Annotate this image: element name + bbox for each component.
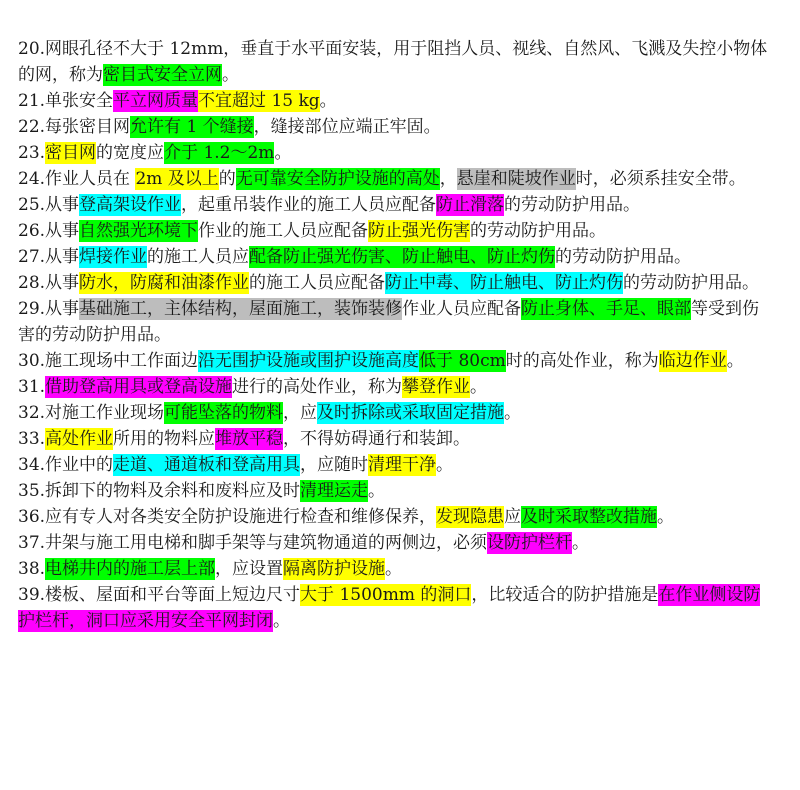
highlighted-text: 焊接作业: [79, 247, 148, 267]
body-text: 23.: [18, 143, 46, 163]
body-text: 35.拆卸下的物料及余料和废料应及时: [18, 481, 301, 501]
highlighted-text: 走道、通道板和登高用具: [113, 455, 301, 475]
list-item-27: [18, 244, 774, 270]
highlighted-text: 防止强光伤害: [368, 221, 471, 241]
highlighted-text: 防止中毒、防止触电、防止灼伤: [385, 273, 624, 293]
list-item-28: [18, 270, 774, 296]
list-item-33: [18, 426, 774, 452]
highlighted-text: 大于 1500mm 的洞口: [300, 585, 472, 605]
list-item-24: [18, 166, 774, 192]
body-text: 20.网眼孔径不大于 12mm，垂直于水平面安装，用于阻挡人员、视线、自然风、飞溅及失控小物体的网，称为: [18, 39, 768, 85]
highlighted-text: 悬崖和陡坡作业: [456, 169, 576, 189]
list-item-39: [18, 582, 774, 634]
document-body: [18, 36, 774, 634]
highlighted-text: 及时拆除或采取固定措施: [317, 403, 505, 423]
body-text: 36.应有专人对各类安全防护设施进行检查和维修保养，: [18, 507, 437, 527]
highlighted-text: 高处作业: [45, 429, 114, 449]
body-text: 。: [368, 481, 386, 501]
list-item-20: [18, 36, 774, 88]
body-text: 31.: [18, 377, 46, 397]
highlighted-text: 允许有 1 个缝接: [130, 117, 254, 137]
body-text: 39.楼板、屋面和平台等面上短边尺寸: [18, 585, 301, 605]
highlighted-text: 发现隐患: [436, 507, 505, 527]
list-item-38: [18, 556, 774, 582]
list-item-32: [18, 400, 774, 426]
body-text: 27.从事: [18, 247, 80, 267]
list-item-23: [18, 140, 774, 166]
body-text: 的劳动防护用品。: [623, 273, 760, 293]
highlighted-text: 配备防止强光伤害、防止触电、防止灼伤: [249, 247, 556, 267]
body-text: 。: [385, 559, 403, 579]
body-text: ，比较适合的防护措施是: [471, 585, 659, 605]
body-text: ，应: [283, 403, 318, 423]
highlighted-text: 无可靠安全防护设施的高处: [235, 169, 440, 189]
body-text: 30.施工现场中工作面边: [18, 351, 199, 371]
body-text: 24.作业人员在: [18, 169, 136, 189]
body-text: 作业人员应配备: [402, 299, 522, 319]
highlighted-text: 防水，防腐和油漆作业: [79, 273, 250, 293]
highlighted-text: 密目网: [45, 143, 97, 163]
list-item-30: [18, 348, 774, 374]
body-text: 作业的施工人员应配备: [198, 221, 369, 241]
body-text: 。: [319, 91, 337, 111]
highlighted-text: 电梯井内的施工层上部: [45, 559, 216, 579]
body-text: 的劳动防护用品。: [470, 221, 607, 241]
body-text: ，应随时: [300, 455, 369, 475]
highlighted-text: 介于 1.2～2m: [164, 143, 275, 163]
highlighted-text: 清理干净: [368, 455, 437, 475]
body-text: 等受到伤害的劳动防护用品。: [18, 299, 760, 345]
highlighted-text: 密目式安全立网: [103, 65, 222, 85]
body-text: ，应设置: [215, 559, 284, 579]
body-text: 。: [274, 143, 292, 163]
list-item-37: [18, 530, 774, 556]
list-item-36: [18, 504, 774, 530]
list-item-21: [18, 88, 774, 114]
list-item-26: [18, 218, 774, 244]
body-text: 29.从事: [18, 299, 80, 319]
body-text: 所用的物料应: [113, 429, 216, 449]
body-text: 的劳动防护用品。: [504, 195, 641, 215]
body-text: 。: [470, 377, 488, 397]
body-text: 。: [436, 455, 454, 475]
list-item-25: [18, 192, 774, 218]
body-text: 。: [504, 403, 522, 423]
body-text: 应: [504, 507, 522, 527]
body-text: 。: [273, 611, 290, 631]
body-text: 的劳动防护用品。: [555, 247, 692, 267]
highlighted-text: 防止滑落: [436, 195, 505, 215]
highlighted-text: 设防护栏杆: [487, 533, 573, 553]
body-text: 时的高处作业，称为: [505, 351, 659, 371]
body-text: 进行的高处作业，称为: [232, 377, 403, 397]
highlighted-text: 及时采取整改措施: [521, 507, 658, 527]
body-text: 的施工人员应配备: [249, 273, 386, 293]
body-text: ，: [439, 169, 457, 189]
body-text: 33.: [18, 429, 46, 449]
body-text: 22.每张密目网: [18, 117, 131, 137]
highlighted-text: 登高架设作业: [79, 195, 182, 215]
body-text: 的: [218, 169, 236, 189]
list-item-34: [18, 452, 774, 478]
body-text: 28.从事: [18, 273, 80, 293]
list-item-22: [18, 114, 774, 140]
highlighted-text: 在作业侧设防护栏杆，洞口应采用安全平网封闭: [18, 585, 761, 631]
body-text: 。: [726, 351, 744, 371]
highlighted-text: 清理运走: [300, 481, 369, 501]
list-item-29: [18, 296, 774, 348]
body-text: 时，必须系挂安全带。: [575, 169, 746, 189]
body-text: ，起重吊装作业的施工人员应配备: [181, 195, 437, 215]
highlighted-text: 隔离防护设施: [283, 559, 386, 579]
body-text: ，缝接部位应端正牢固。: [253, 117, 441, 137]
highlighted-text: 自然强光环境下: [79, 221, 199, 241]
body-text: 37.井架与施工用电梯和脚手架等与建筑物通道的两侧边，必须: [18, 533, 488, 553]
body-text: 的施工人员应: [147, 247, 250, 267]
body-text: 38.: [18, 559, 46, 579]
highlighted-text: 临边作业: [658, 351, 727, 371]
body-text: 。: [572, 533, 590, 553]
body-text: 34.作业中的: [18, 455, 114, 475]
highlighted-text: 攀登作业: [402, 377, 471, 397]
body-text: 的宽度应: [96, 143, 165, 163]
body-text: 25.从事: [18, 195, 80, 215]
body-text: 26.从事: [18, 221, 80, 241]
highlighted-text: 低于 80cm: [419, 351, 506, 371]
highlighted-text: 沿无围护设施或围护设施高度: [198, 351, 420, 371]
highlighted-text: 不宜超过 15 kg: [198, 91, 320, 111]
body-text: 。: [657, 507, 675, 527]
list-item-31: [18, 374, 774, 400]
highlighted-text: 借助登高用具或登高设施: [45, 377, 233, 397]
highlighted-text: 平立网质量: [113, 91, 199, 111]
highlighted-text: 可能坠落的物料: [164, 403, 284, 423]
highlighted-text: 2m 及以上: [135, 169, 219, 189]
highlighted-text: 防止身体、手足、眼部: [521, 299, 692, 319]
body-text: 21.单张安全: [18, 91, 114, 111]
highlighted-text: 基础施工，主体结构，屋面施工，装饰装修: [79, 299, 403, 319]
body-text: 32.对施工作业现场: [18, 403, 165, 423]
list-item-35: [18, 478, 774, 504]
highlighted-text: 堆放平稳: [215, 429, 284, 449]
body-text: ，不得妨碍通行和装卸。: [283, 429, 471, 449]
body-text: 。: [222, 65, 239, 85]
